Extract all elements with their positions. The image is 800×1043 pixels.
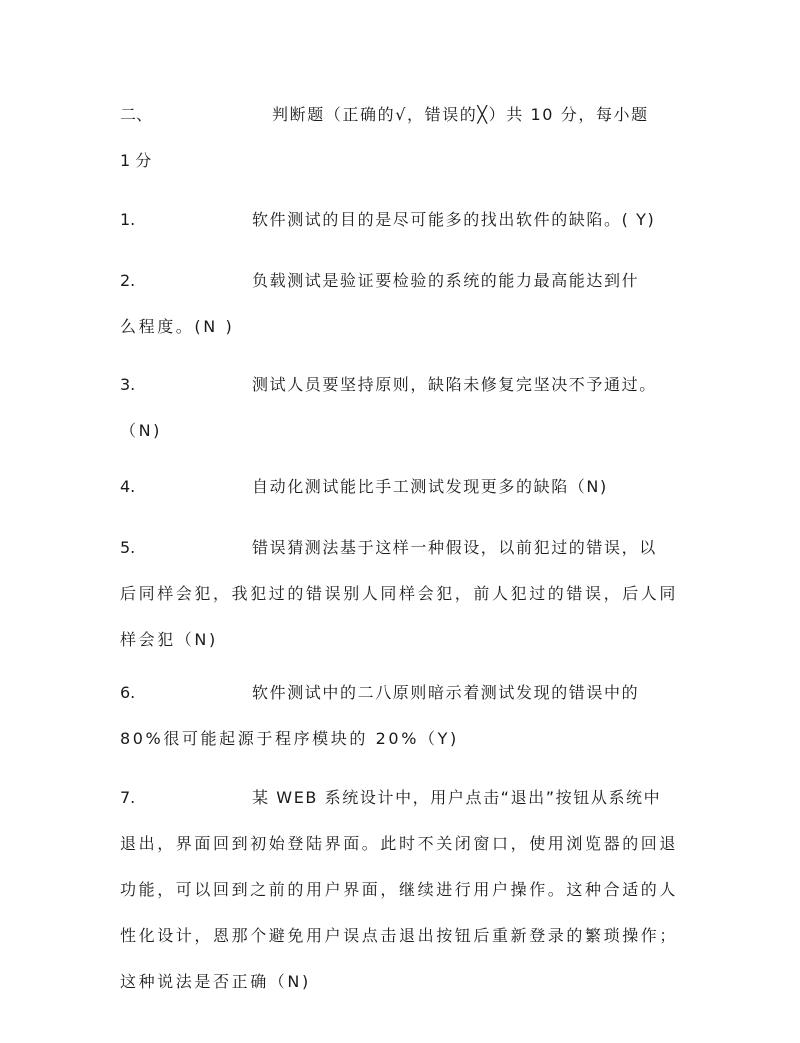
question-7 (120, 785, 680, 995)
question-5 (120, 535, 680, 653)
question-3 (120, 372, 680, 444)
question-number: 3. (120, 375, 136, 394)
question-text: 负载测试是验证要检验的系统的能力最高能达到什 (252, 271, 640, 290)
question-6 (120, 680, 680, 752)
question-text: 某 WEB 系统设计中，用户点击“退出”按钮从系统中 (252, 788, 662, 807)
question-text-continuation: 后同样会犯，我犯过的错误别人同样会犯，前人犯过的错误，后人同 (120, 584, 679, 603)
question-text: 自动化测试能比手工测试发现更多的缺陷（N) (252, 477, 608, 496)
question-4 (120, 474, 680, 500)
question-number: 4. (120, 477, 136, 496)
question-text-continuation: 性化设计，恩那个避免用户误点击退出按钮后重新登录的繁琐操作； (120, 926, 679, 945)
question-number: 5. (120, 538, 136, 557)
question-number: 6. (120, 683, 136, 702)
question-text-continuation: （N) (120, 421, 163, 440)
question-text: 错误猜测法基于这样一种假设，以前犯过的错误，以 (252, 538, 657, 557)
question-text: 软件测试中的二八原则暗示着测试发现的错误中的 (252, 683, 640, 702)
question-number: 2. (120, 271, 136, 290)
question-text: 软件测试的目的是尽可能多的找出软件的缺陷。( Y) (252, 210, 656, 229)
section-heading (120, 102, 680, 174)
section-title-continuation: 1 分 (120, 151, 152, 170)
question-text-continuation: 退出，界面回到初始登陆界面。此时不关闭窗口，使用浏览器的回退 (120, 834, 679, 853)
question-text-continuation: 功能，可以回到之前的用户界面，继续进行用户操作。这种合适的人 (120, 880, 679, 899)
question-text-continuation: 么程度。(N ) (120, 317, 235, 336)
section-title: 判断题（正确的√，错误的╳）共 10 分，每小题 (272, 105, 649, 124)
question-text-continuation: 样会犯（N) (120, 630, 218, 649)
question-1 (120, 207, 680, 233)
question-number: 1. (120, 210, 136, 229)
question-2 (120, 268, 680, 340)
question-text-continuation: 80%很可能起源于程序模块的 20%（Y) (120, 729, 459, 748)
question-text: 测试人员要坚持原则，缺陷未修复完坚决不予通过。 (252, 375, 657, 394)
question-number: 7. (120, 788, 136, 807)
question-text-continuation: 这种说法是否正确（N) (120, 972, 311, 991)
section-number: 二、 (120, 105, 153, 124)
